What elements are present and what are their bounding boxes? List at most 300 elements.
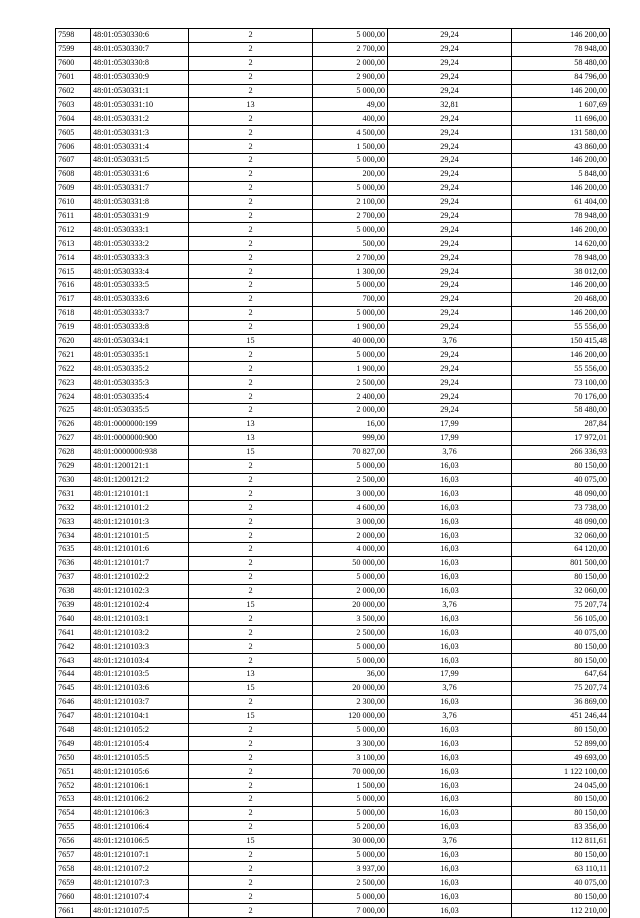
category-code-cell: 2 (189, 904, 313, 918)
area-cell: 5 000,00 (313, 348, 388, 362)
table-row (56, 792, 610, 806)
cadastral-number-cell: 48:01:1210103:4 (91, 654, 189, 668)
rate-cell: 16,03 (388, 570, 512, 584)
rate-cell: 29,24 (388, 265, 512, 279)
area-cell: 2 300,00 (313, 695, 388, 709)
row-number-cell: 7620 (56, 334, 91, 348)
rate-cell: 29,24 (388, 126, 512, 140)
area-cell: 49,00 (313, 98, 388, 112)
cadastral-number-cell: 48:01:0530331:10 (91, 98, 189, 112)
cadastral-number-cell: 48:01:1210103:3 (91, 640, 189, 654)
value-cell: 146 200,00 (512, 154, 610, 168)
cadastral-number-cell: 48:01:0530331:2 (91, 112, 189, 126)
area-cell: 3 300,00 (313, 737, 388, 751)
area-cell: 5 000,00 (313, 306, 388, 320)
row-number-cell: 7660 (56, 890, 91, 904)
table-row (56, 667, 610, 681)
category-code-cell: 2 (189, 362, 313, 376)
area-cell: 5 000,00 (313, 890, 388, 904)
row-number-cell: 7598 (56, 29, 91, 43)
row-number-cell: 7615 (56, 265, 91, 279)
table-row (56, 404, 610, 418)
cadastral-number-cell: 48:01:0530333:4 (91, 265, 189, 279)
cadastral-number-cell: 48:01:1200121:2 (91, 473, 189, 487)
table-row (56, 292, 610, 306)
value-cell: 32 060,00 (512, 529, 610, 543)
category-code-cell: 2 (189, 181, 313, 195)
category-code-cell: 2 (189, 792, 313, 806)
value-cell: 11 696,00 (512, 112, 610, 126)
value-cell: 49 693,00 (512, 751, 610, 765)
cadastral-number-cell: 48:01:1210107:4 (91, 890, 189, 904)
area-cell: 5 000,00 (313, 806, 388, 820)
row-number-cell: 7647 (56, 709, 91, 723)
value-cell: 266 336,93 (512, 445, 610, 459)
table-row (56, 806, 610, 820)
area-cell: 5 000,00 (313, 181, 388, 195)
cadastral-number-cell: 48:01:0530331:3 (91, 126, 189, 140)
value-cell: 55 556,00 (512, 320, 610, 334)
category-code-cell: 2 (189, 654, 313, 668)
row-number-cell: 7614 (56, 251, 91, 265)
area-cell: 3 100,00 (313, 751, 388, 765)
table-row (56, 126, 610, 140)
cadastral-number-cell: 48:01:1210107:5 (91, 904, 189, 918)
row-number-cell: 7637 (56, 570, 91, 584)
value-cell: 80 150,00 (512, 723, 610, 737)
row-number-cell: 7641 (56, 626, 91, 640)
rate-cell: 16,03 (388, 751, 512, 765)
category-code-cell: 2 (189, 42, 313, 56)
row-number-cell: 7654 (56, 806, 91, 820)
value-cell: 287,84 (512, 417, 610, 431)
cadastral-number-cell: 48:01:1210105:6 (91, 765, 189, 779)
table-row (56, 306, 610, 320)
row-number-cell: 7648 (56, 723, 91, 737)
row-number-cell: 7646 (56, 695, 91, 709)
area-cell: 5 000,00 (313, 654, 388, 668)
value-cell: 48 090,00 (512, 515, 610, 529)
rate-cell: 16,03 (388, 695, 512, 709)
rate-cell: 16,03 (388, 779, 512, 793)
rate-cell: 16,03 (388, 806, 512, 820)
category-code-cell: 2 (189, 779, 313, 793)
value-cell: 647,64 (512, 667, 610, 681)
cadastral-number-cell: 48:01:0530333:6 (91, 292, 189, 306)
table-row (56, 654, 610, 668)
area-cell: 1 300,00 (313, 265, 388, 279)
table-row (56, 820, 610, 834)
table-row (56, 904, 610, 918)
area-cell: 5 000,00 (313, 723, 388, 737)
area-cell: 5 000,00 (313, 848, 388, 862)
row-number-cell: 7604 (56, 112, 91, 126)
value-cell: 38 012,00 (512, 265, 610, 279)
value-cell: 61 404,00 (512, 195, 610, 209)
cadastral-number-cell: 48:01:0530330:9 (91, 70, 189, 84)
row-number-cell: 7618 (56, 306, 91, 320)
category-code-cell: 2 (189, 320, 313, 334)
rate-cell: 29,24 (388, 84, 512, 98)
category-code-cell: 2 (189, 265, 313, 279)
area-cell: 16,00 (313, 417, 388, 431)
table-row (56, 681, 610, 695)
table-row (56, 584, 610, 598)
value-cell: 36 869,00 (512, 695, 610, 709)
rate-cell: 29,24 (388, 404, 512, 418)
rate-cell: 16,03 (388, 723, 512, 737)
cadastral-number-cell: 48:01:0530330:7 (91, 42, 189, 56)
area-cell: 3 500,00 (313, 612, 388, 626)
category-code-cell: 2 (189, 376, 313, 390)
row-number-cell: 7644 (56, 667, 91, 681)
rate-cell: 29,24 (388, 195, 512, 209)
area-cell: 2 000,00 (313, 404, 388, 418)
value-cell: 80 150,00 (512, 806, 610, 820)
value-cell: 43 860,00 (512, 140, 610, 154)
table-row (56, 348, 610, 362)
table-row (56, 473, 610, 487)
category-code-cell: 2 (189, 56, 313, 70)
cadastral-number-cell: 48:01:1210103:5 (91, 667, 189, 681)
row-number-cell: 7650 (56, 751, 91, 765)
rate-cell: 29,24 (388, 251, 512, 265)
area-cell: 1 500,00 (313, 779, 388, 793)
area-cell: 200,00 (313, 167, 388, 181)
category-code-cell: 2 (189, 820, 313, 834)
row-number-cell: 7617 (56, 292, 91, 306)
table-row (56, 237, 610, 251)
value-cell: 17 972,01 (512, 431, 610, 445)
category-code-cell: 13 (189, 431, 313, 445)
rate-cell: 16,03 (388, 765, 512, 779)
area-cell: 120 000,00 (313, 709, 388, 723)
cadastral-number-cell: 48:01:1210103:7 (91, 695, 189, 709)
table-row (56, 640, 610, 654)
value-cell: 55 556,00 (512, 362, 610, 376)
area-cell: 1 500,00 (313, 140, 388, 154)
rate-cell: 3,76 (388, 709, 512, 723)
rate-cell: 29,24 (388, 237, 512, 251)
cadastral-number-cell: 48:01:1210102:3 (91, 584, 189, 598)
rate-cell: 29,24 (388, 376, 512, 390)
rate-cell: 29,24 (388, 223, 512, 237)
area-cell: 500,00 (313, 237, 388, 251)
cadastral-number-cell: 48:01:1210105:4 (91, 737, 189, 751)
category-code-cell: 2 (189, 848, 313, 862)
rate-cell: 3,76 (388, 681, 512, 695)
value-cell: 146 200,00 (512, 181, 610, 195)
table-row (56, 251, 610, 265)
row-number-cell: 7645 (56, 681, 91, 695)
value-cell: 58 480,00 (512, 56, 610, 70)
cadastral-number-cell: 48:01:0530333:7 (91, 306, 189, 320)
category-code-cell: 2 (189, 237, 313, 251)
category-code-cell: 2 (189, 723, 313, 737)
cadastral-number-cell: 48:01:0530333:5 (91, 279, 189, 293)
value-cell: 1 122 100,00 (512, 765, 610, 779)
value-cell: 70 176,00 (512, 390, 610, 404)
cadastral-number-cell: 48:01:0530335:3 (91, 376, 189, 390)
value-cell: 80 150,00 (512, 792, 610, 806)
cadastral-number-cell: 48:01:0530330:8 (91, 56, 189, 70)
cadastral-number-cell: 48:01:1210101:3 (91, 515, 189, 529)
value-cell: 146 200,00 (512, 29, 610, 43)
category-code-cell: 2 (189, 515, 313, 529)
area-cell: 3 937,00 (313, 862, 388, 876)
cadastral-number-cell: 48:01:1210107:2 (91, 862, 189, 876)
category-code-cell: 2 (189, 84, 313, 98)
rate-cell: 29,24 (388, 320, 512, 334)
value-cell: 146 200,00 (512, 306, 610, 320)
row-number-cell: 7612 (56, 223, 91, 237)
category-code-cell: 2 (189, 404, 313, 418)
category-code-cell: 2 (189, 279, 313, 293)
cadastral-number-cell: 48:01:1210102:2 (91, 570, 189, 584)
rate-cell: 29,24 (388, 29, 512, 43)
table-row (56, 695, 610, 709)
cadastral-number-cell: 48:01:1210102:4 (91, 598, 189, 612)
rate-cell: 29,24 (388, 181, 512, 195)
rate-cell: 16,03 (388, 862, 512, 876)
table-row (56, 112, 610, 126)
value-cell: 5 848,00 (512, 167, 610, 181)
rate-cell: 17,99 (388, 667, 512, 681)
value-cell: 24 045,00 (512, 779, 610, 793)
area-cell: 70 827,00 (313, 445, 388, 459)
table-row (56, 890, 610, 904)
area-cell: 5 000,00 (313, 459, 388, 473)
cadastral-number-cell: 48:01:0530331:4 (91, 140, 189, 154)
cadastral-value-table (55, 28, 610, 918)
table-row (56, 529, 610, 543)
cadastral-number-cell: 48:01:0530331:5 (91, 154, 189, 168)
rate-cell: 16,03 (388, 459, 512, 473)
area-cell: 2 500,00 (313, 876, 388, 890)
category-code-cell: 15 (189, 709, 313, 723)
category-code-cell: 2 (189, 584, 313, 598)
area-cell: 2 100,00 (313, 195, 388, 209)
value-cell: 63 110,11 (512, 862, 610, 876)
table-row (56, 445, 610, 459)
category-code-cell: 2 (189, 167, 313, 181)
cadastral-number-cell: 48:01:1210107:3 (91, 876, 189, 890)
area-cell: 2 700,00 (313, 209, 388, 223)
rate-cell: 16,03 (388, 820, 512, 834)
value-cell: 80 150,00 (512, 570, 610, 584)
value-cell: 52 899,00 (512, 737, 610, 751)
table-row (56, 56, 610, 70)
cadastral-number-cell: 48:01:0000000:900 (91, 431, 189, 445)
rate-cell: 3,76 (388, 334, 512, 348)
table-row (56, 487, 610, 501)
rate-cell: 16,03 (388, 904, 512, 918)
value-cell: 80 150,00 (512, 848, 610, 862)
cadastral-number-cell: 48:01:0530331:9 (91, 209, 189, 223)
table-row (56, 279, 610, 293)
category-code-cell: 2 (189, 529, 313, 543)
table-row (56, 779, 610, 793)
row-number-cell: 7605 (56, 126, 91, 140)
category-code-cell: 2 (189, 29, 313, 43)
area-cell: 50 000,00 (313, 556, 388, 570)
rate-cell: 29,24 (388, 390, 512, 404)
row-number-cell: 7613 (56, 237, 91, 251)
row-number-cell: 7656 (56, 834, 91, 848)
table-row (56, 515, 610, 529)
value-cell: 112 811,61 (512, 834, 610, 848)
cadastral-number-cell: 48:01:0530335:1 (91, 348, 189, 362)
value-cell: 80 150,00 (512, 459, 610, 473)
row-number-cell: 7642 (56, 640, 91, 654)
row-number-cell: 7616 (56, 279, 91, 293)
row-number-cell: 7651 (56, 765, 91, 779)
category-code-cell: 2 (189, 612, 313, 626)
value-cell: 73 100,00 (512, 376, 610, 390)
category-code-cell: 2 (189, 876, 313, 890)
cadastral-number-cell: 48:01:1210101:7 (91, 556, 189, 570)
row-number-cell: 7599 (56, 42, 91, 56)
table-row (56, 723, 610, 737)
row-number-cell: 7611 (56, 209, 91, 223)
value-cell: 146 200,00 (512, 84, 610, 98)
row-number-cell: 7636 (56, 556, 91, 570)
value-cell: 56 105,00 (512, 612, 610, 626)
cadastral-number-cell: 48:01:0530330:6 (91, 29, 189, 43)
category-code-cell: 2 (189, 126, 313, 140)
rate-cell: 29,24 (388, 42, 512, 56)
area-cell: 70 000,00 (313, 765, 388, 779)
cadastral-number-cell: 48:01:0530331:8 (91, 195, 189, 209)
value-cell: 150 415,48 (512, 334, 610, 348)
cadastral-number-cell: 48:01:1210107:1 (91, 848, 189, 862)
table-row (56, 862, 610, 876)
value-cell: 451 246,44 (512, 709, 610, 723)
cadastral-number-cell: 48:01:0530333:2 (91, 237, 189, 251)
table-row (56, 334, 610, 348)
row-number-cell: 7619 (56, 320, 91, 334)
area-cell: 4 600,00 (313, 501, 388, 515)
row-number-cell: 7649 (56, 737, 91, 751)
table-row (56, 362, 610, 376)
value-cell: 78 948,00 (512, 209, 610, 223)
cadastral-number-cell: 48:01:1210106:2 (91, 792, 189, 806)
rate-cell: 29,24 (388, 167, 512, 181)
value-cell: 32 060,00 (512, 584, 610, 598)
category-code-cell: 13 (189, 98, 313, 112)
table-row (56, 29, 610, 43)
value-cell: 84 796,00 (512, 70, 610, 84)
category-code-cell: 2 (189, 765, 313, 779)
row-number-cell: 7608 (56, 167, 91, 181)
category-code-cell: 2 (189, 751, 313, 765)
table-row (56, 181, 610, 195)
rate-cell: 29,24 (388, 56, 512, 70)
table-row (56, 542, 610, 556)
rate-cell: 16,03 (388, 584, 512, 598)
area-cell: 5 200,00 (313, 820, 388, 834)
table-row (56, 501, 610, 515)
area-cell: 2 500,00 (313, 626, 388, 640)
table-row (56, 459, 610, 473)
area-cell: 5 000,00 (313, 792, 388, 806)
table-row (56, 42, 610, 56)
row-number-cell: 7626 (56, 417, 91, 431)
cadastral-number-cell: 48:01:1210106:3 (91, 806, 189, 820)
value-cell: 146 200,00 (512, 279, 610, 293)
area-cell: 5 000,00 (313, 154, 388, 168)
cadastral-number-cell: 48:01:0530334:1 (91, 334, 189, 348)
table-row (56, 223, 610, 237)
row-number-cell: 7627 (56, 431, 91, 445)
rate-cell: 16,03 (388, 473, 512, 487)
area-cell: 5 000,00 (313, 29, 388, 43)
rate-cell: 16,03 (388, 501, 512, 515)
row-number-cell: 7606 (56, 140, 91, 154)
value-cell: 75 207,74 (512, 681, 610, 695)
value-cell: 83 356,00 (512, 820, 610, 834)
category-code-cell: 2 (189, 195, 313, 209)
cadastral-number-cell: 48:01:0530335:4 (91, 390, 189, 404)
category-code-cell: 15 (189, 834, 313, 848)
area-cell: 2 000,00 (313, 529, 388, 543)
category-code-cell: 13 (189, 417, 313, 431)
table-body (56, 29, 610, 918)
area-cell: 5 000,00 (313, 84, 388, 98)
category-code-cell: 2 (189, 459, 313, 473)
row-number-cell: 7600 (56, 56, 91, 70)
value-cell: 20 468,00 (512, 292, 610, 306)
table-row (56, 876, 610, 890)
rate-cell: 29,24 (388, 362, 512, 376)
table-row (56, 167, 610, 181)
row-number-cell: 7652 (56, 779, 91, 793)
table-row (56, 751, 610, 765)
cadastral-number-cell: 48:01:1200121:1 (91, 459, 189, 473)
table-row (56, 84, 610, 98)
rate-cell: 29,24 (388, 348, 512, 362)
area-cell: 36,00 (313, 667, 388, 681)
category-code-cell: 2 (189, 570, 313, 584)
value-cell: 40 075,00 (512, 876, 610, 890)
area-cell: 7 000,00 (313, 904, 388, 918)
area-cell: 2 400,00 (313, 390, 388, 404)
category-code-cell: 2 (189, 862, 313, 876)
cadastral-number-cell: 48:01:0530333:1 (91, 223, 189, 237)
category-code-cell: 15 (189, 681, 313, 695)
area-cell: 5 000,00 (313, 279, 388, 293)
rate-cell: 16,03 (388, 542, 512, 556)
row-number-cell: 7624 (56, 390, 91, 404)
area-cell: 20 000,00 (313, 598, 388, 612)
table-row (56, 848, 610, 862)
table-row (56, 140, 610, 154)
area-cell: 700,00 (313, 292, 388, 306)
cadastral-number-cell: 48:01:0530335:2 (91, 362, 189, 376)
rate-cell: 3,76 (388, 445, 512, 459)
row-number-cell: 7658 (56, 862, 91, 876)
table-row (56, 612, 610, 626)
value-cell: 58 480,00 (512, 404, 610, 418)
category-code-cell: 2 (189, 556, 313, 570)
category-code-cell: 2 (189, 112, 313, 126)
table-row (56, 390, 610, 404)
category-code-cell: 2 (189, 306, 313, 320)
rate-cell: 29,24 (388, 154, 512, 168)
value-cell: 112 210,00 (512, 904, 610, 918)
category-code-cell: 2 (189, 251, 313, 265)
cadastral-number-cell: 48:01:1210105:5 (91, 751, 189, 765)
